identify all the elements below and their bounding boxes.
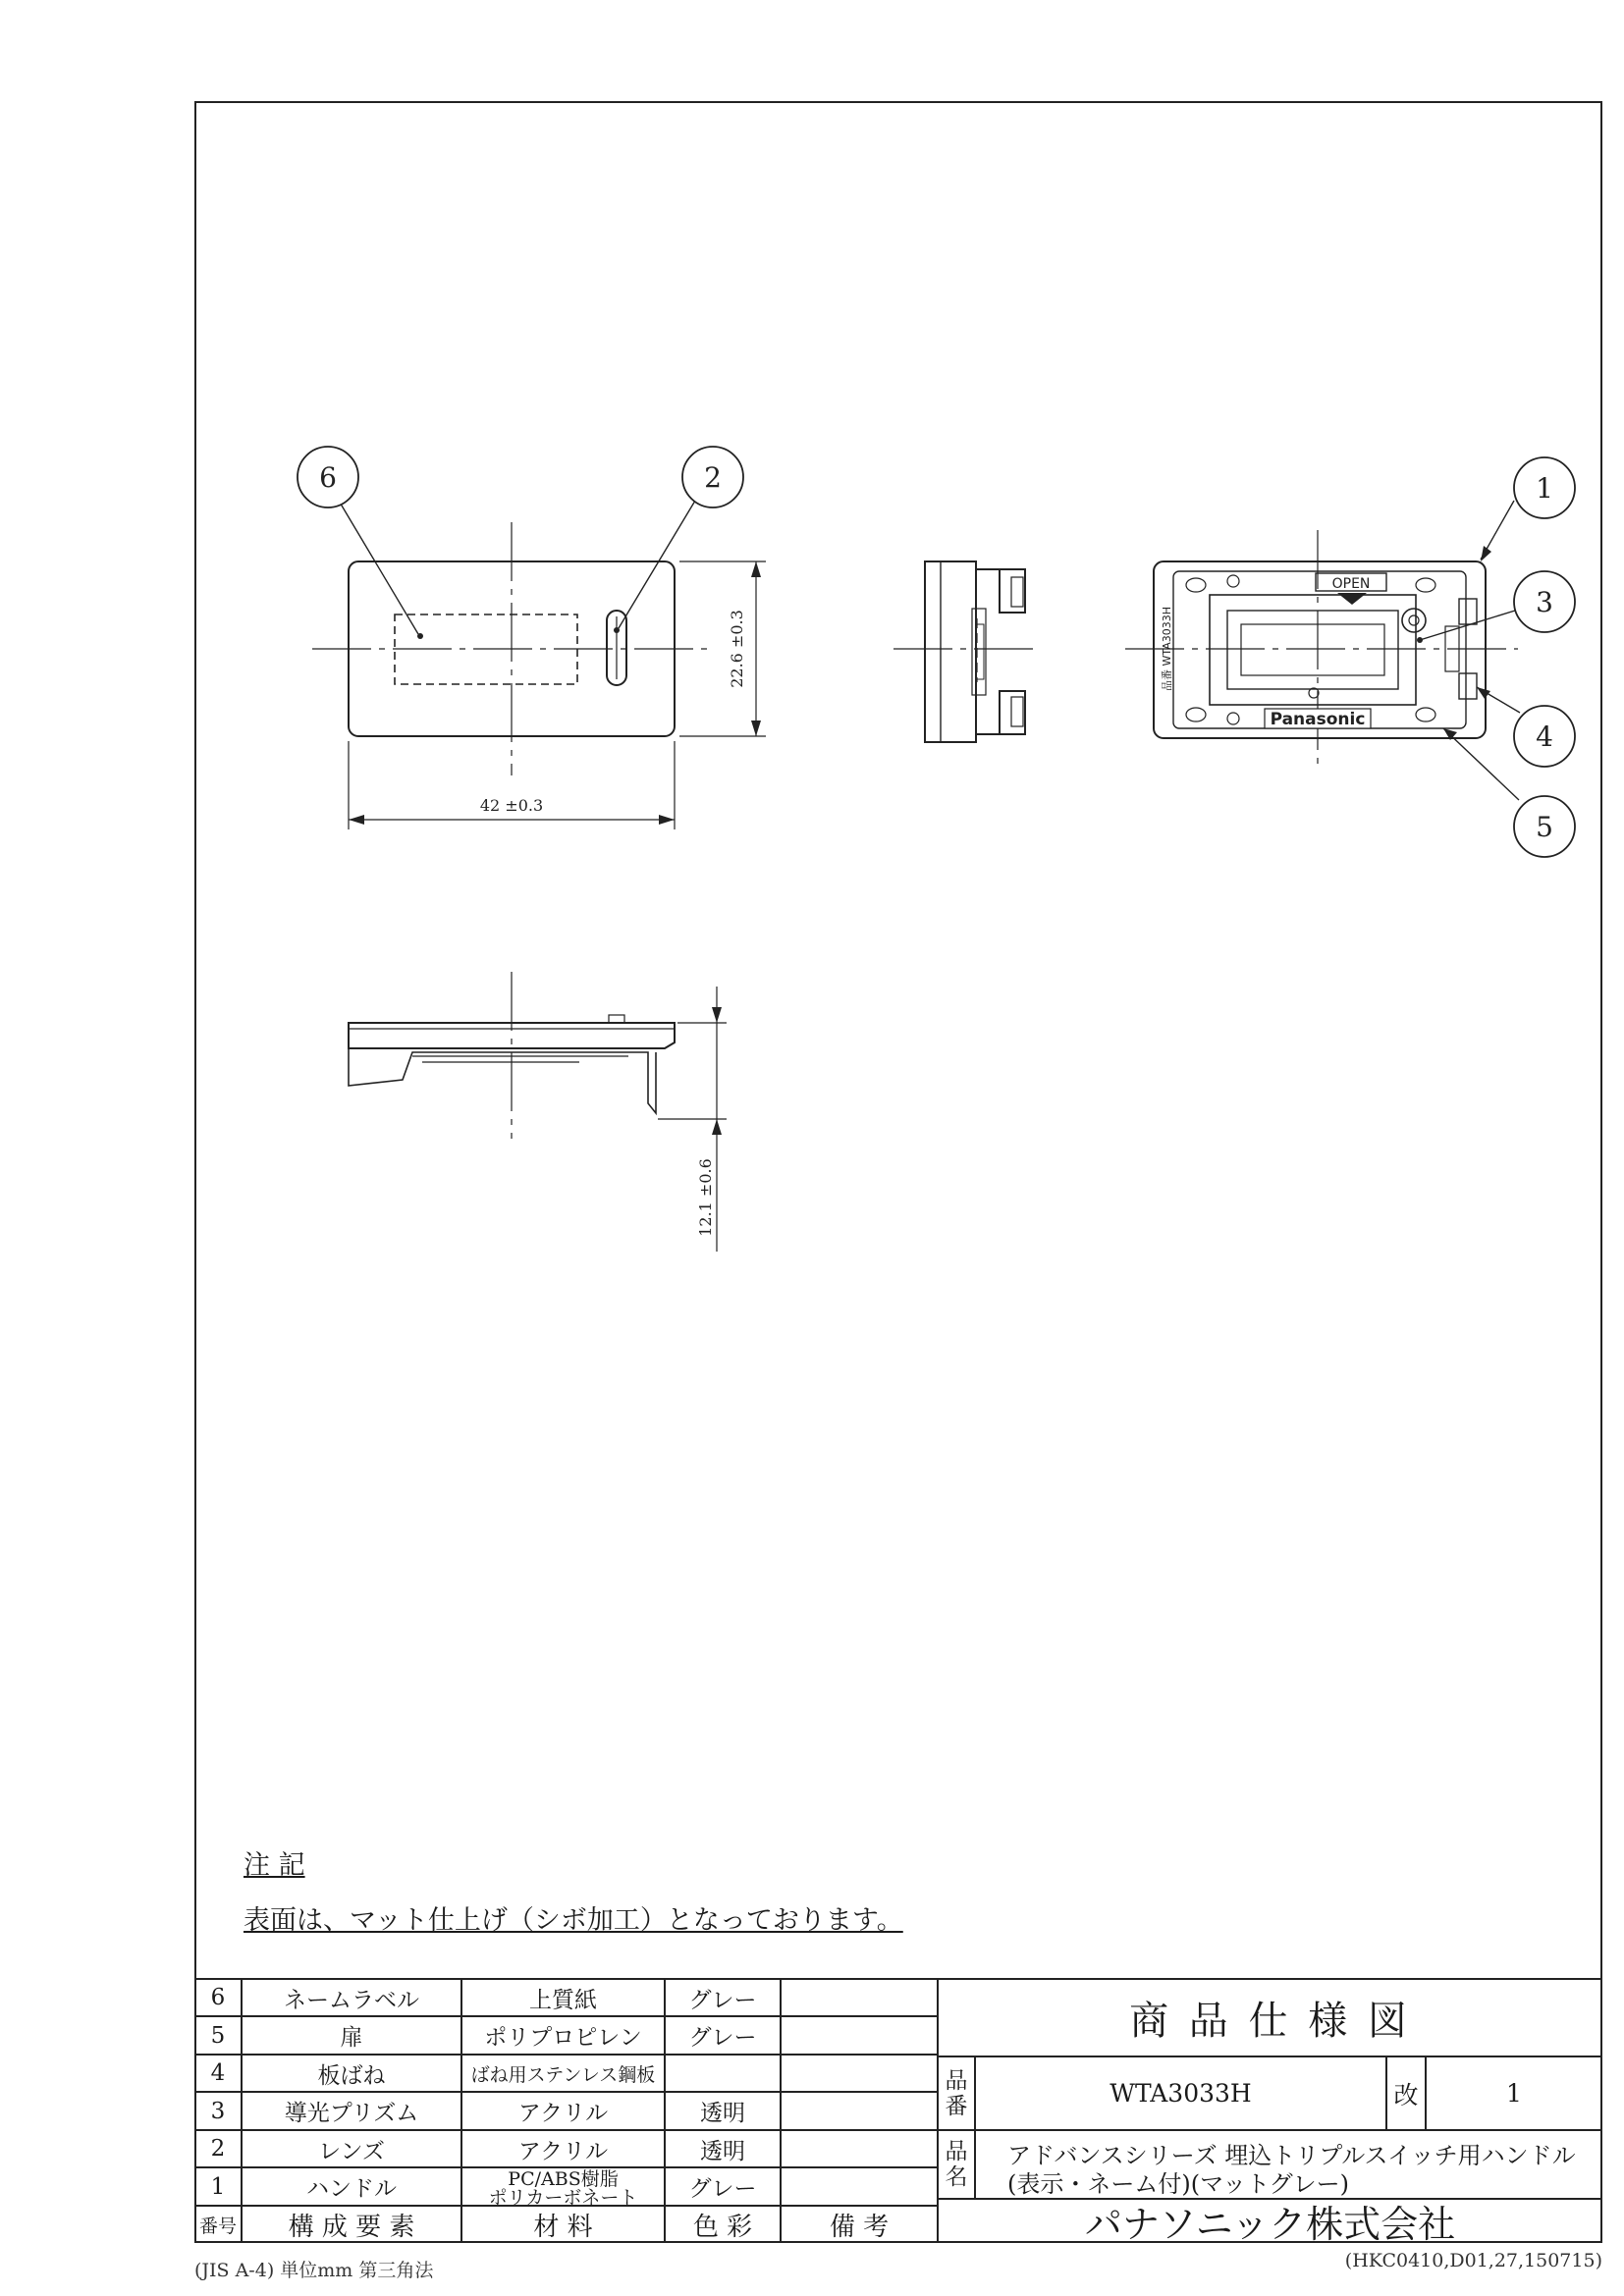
product-name-line2: (表示・ネーム付)(マットグレー) xyxy=(1007,2170,1350,2198)
balloon-3-label: 3 xyxy=(1536,586,1553,618)
table-cell-material: ばね用ステンレス鋼板 xyxy=(470,2063,656,2086)
company-name: パナソニック株式会社 xyxy=(1084,2203,1456,2246)
revision-label: 改 xyxy=(1393,2080,1419,2109)
table-cell-remarks xyxy=(781,2092,938,2130)
table-cell-remarks xyxy=(781,2016,938,2055)
revision-number: 1 xyxy=(1506,2079,1522,2108)
table-header-color: 色 彩 xyxy=(692,2212,753,2242)
balloon-5-label: 5 xyxy=(1536,811,1553,843)
open-label: OPEN xyxy=(1331,576,1371,592)
table-cell-material: アクリル xyxy=(517,2138,609,2164)
table-cell-remarks xyxy=(781,1979,938,2016)
product-name-label: 品名 xyxy=(945,2139,968,2190)
table-cell-number: 5 xyxy=(210,2022,226,2049)
table-cell-component: 板ばね xyxy=(317,2062,386,2089)
table-cell-component: レンズ xyxy=(318,2138,385,2164)
brand-logo: Panasonic xyxy=(1270,710,1366,729)
depth-dimension: 12.1 ±0.6 xyxy=(696,1158,715,1237)
product-name-line1: アドバンスシリーズ 埋込トリプルスイッチ用ハンドル xyxy=(1007,2142,1576,2169)
table-cell-material: 上質紙 xyxy=(529,1987,597,2013)
table-cell-color: グレー xyxy=(688,2176,757,2202)
table-header-remarks: 備 考 xyxy=(829,2212,890,2242)
table-cell-material: ポリプロピレン xyxy=(484,2025,642,2051)
balloon-4-label: 4 xyxy=(1536,721,1553,753)
balloon-6-label: 6 xyxy=(319,461,337,494)
table-cell-number: 6 xyxy=(210,1985,226,2010)
table-cell-remarks xyxy=(781,2130,938,2167)
part-number: WTA3033H xyxy=(1110,2079,1252,2108)
table-cell-material-line1: PC/ABS樹脂 xyxy=(508,2167,619,2190)
table-cell-material: アクリル xyxy=(517,2101,609,2126)
table-header-number: 番号 xyxy=(198,2215,237,2237)
table-cell-number: 4 xyxy=(210,2060,226,2086)
footer-standard: (JIS A-4) 単位mm 第三角法 xyxy=(194,2260,434,2281)
table-header-component: 構 成 要 素 xyxy=(288,2212,415,2242)
table-cell-component: ハンドル xyxy=(306,2176,397,2202)
table-cell-component: 導光プリズム xyxy=(284,2101,419,2126)
table-cell-material-line2: ポリカーボネート xyxy=(488,2187,638,2209)
balloon-1-label: 1 xyxy=(1536,472,1553,505)
table-cell-color: グレー xyxy=(688,2025,757,2051)
notes-text: 表面は、マット仕上げ（シボ加工）となっております。 xyxy=(244,1905,903,1936)
balloon-2-label: 2 xyxy=(704,461,722,494)
width-dimension: 42 ±0.3 xyxy=(479,796,544,815)
table-cell-component: 扉 xyxy=(340,2025,363,2051)
footer-doc-code: (HKC0410,D01,27,150715) xyxy=(1344,2250,1602,2271)
table-cell-color xyxy=(665,2055,781,2092)
part-marking: 品番 WTA3033H xyxy=(1161,606,1173,692)
table-header-material: 材 料 xyxy=(533,2212,593,2242)
table-cell-number: 1 xyxy=(210,2173,226,2200)
part-number-label: 品番 xyxy=(945,2067,968,2119)
table-cell-color: 透明 xyxy=(700,2101,745,2126)
height-dimension: 22.6 ±0.3 xyxy=(728,610,746,688)
table-cell-color: グレー xyxy=(688,1987,757,2013)
document-title: 商 品 仕 様 図 xyxy=(1129,1999,1411,2044)
table-cell-number: 2 xyxy=(210,2136,226,2162)
table-cell-remarks xyxy=(781,2167,938,2206)
table-cell-color: 透明 xyxy=(700,2138,745,2164)
table-cell-remarks xyxy=(781,2055,938,2092)
table-cell-component: ネームラベル xyxy=(284,1987,419,2013)
notes-title: 注 記 xyxy=(244,1850,305,1881)
table-cell-number: 3 xyxy=(210,2098,226,2124)
